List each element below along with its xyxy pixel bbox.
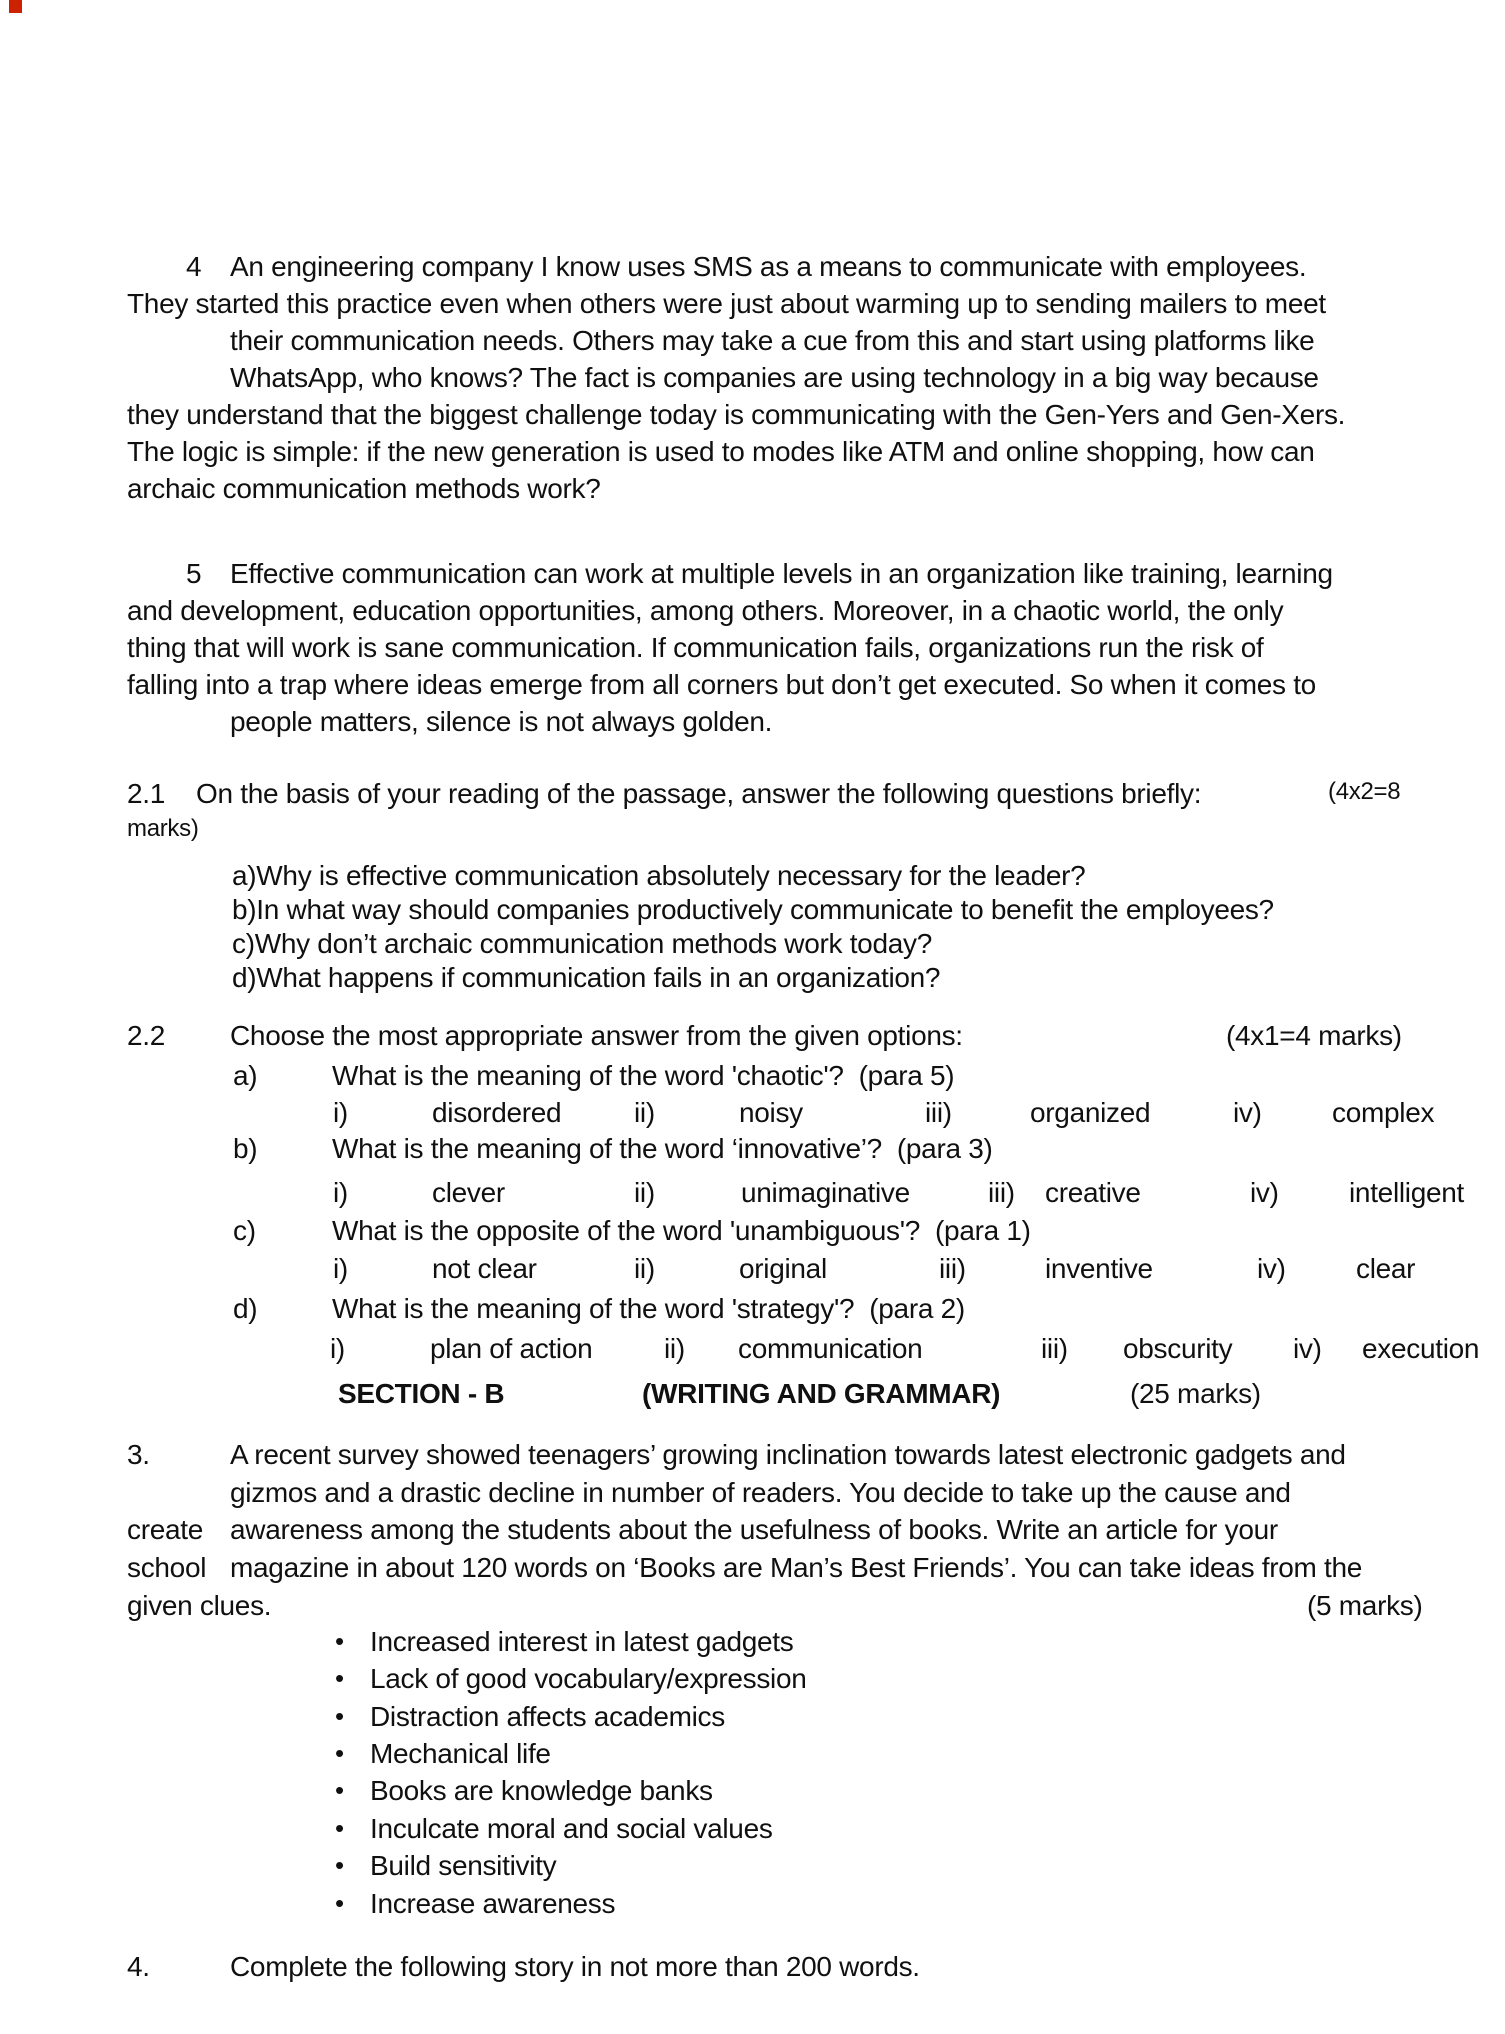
- q21-subquestion-text: d)What happens if communication fails in an organization?: [232, 962, 941, 993]
- option-text: execution: [1362, 1333, 1480, 1364]
- q3-text: A recent survey showed teenagers’ growing inclination towards latest electronic gadgets and: [230, 1439, 1346, 1470]
- q21-subquestion: [0, 894, 1505, 932]
- option-text: obscurity: [1123, 1333, 1233, 1364]
- option-numeral: iv): [1257, 1253, 1286, 1284]
- para5-text: Effective communication can work at multiple levels in an organization like training, learning: [230, 558, 1333, 589]
- option-text: unimaginative: [741, 1177, 910, 1208]
- q21-subquestion-text: a)Why is effective communication absolutely necessary for the leader?: [232, 860, 1086, 891]
- q3-line: [0, 1514, 1505, 1552]
- para4-line: [0, 473, 1505, 511]
- option-text: original: [739, 1253, 827, 1284]
- para4-text: An engineering company I know uses SMS as a means to communicate with employees.: [230, 251, 1307, 282]
- para5-text: people matters, silence is not always golden.: [230, 706, 773, 737]
- option-text: clever: [432, 1177, 505, 1208]
- q22-marks: (4x1=4 marks): [1226, 1020, 1402, 1051]
- para5-line: [0, 595, 1505, 633]
- q21-subquestion: [0, 860, 1505, 898]
- q3-marks: (5 marks): [1307, 1590, 1423, 1621]
- q22-item-label: a): [233, 1060, 258, 1091]
- option-numeral: i): [333, 1253, 348, 1284]
- bullet-icon: •: [335, 1775, 344, 1805]
- q3-line: [0, 1590, 1505, 1628]
- para4-text: They started this practice even when others were just about warming up to sending mailers to meet: [127, 288, 1326, 319]
- para4-text: they understand that the biggest challenge today is communicating with the Gen-Yers and Gen-Xers.: [127, 399, 1346, 430]
- option-numeral: ii): [634, 1177, 655, 1208]
- q22-item-question: [0, 1060, 1505, 1098]
- bullet-icon: •: [335, 1850, 344, 1880]
- q3-text: given clues.: [127, 1590, 272, 1621]
- q3-text: create: [127, 1514, 204, 1545]
- para5-line: [0, 632, 1505, 670]
- q22-item-text: What is the opposite of the word 'unambiguous'? (para 1): [332, 1215, 1031, 1246]
- q22-heading-row: [0, 1020, 1505, 1058]
- para5-line: [0, 558, 1505, 596]
- clue-item: [0, 1813, 1505, 1851]
- option-numeral: ii): [634, 1097, 655, 1128]
- clue-item: [0, 1738, 1505, 1776]
- q21-marks-wrap-row: [0, 815, 1505, 853]
- para5-line: [0, 669, 1505, 707]
- para5-line: [0, 706, 1505, 744]
- option-numeral: i): [333, 1177, 348, 1208]
- para5-text: falling into a trap where ideas emerge from all corners but don’t get executed. So when it comes to: [127, 669, 1316, 700]
- option-text: complex: [1332, 1097, 1435, 1128]
- clue-item: [0, 1701, 1505, 1739]
- q21-marks: (4x2=8: [1328, 778, 1401, 805]
- q4-text: Complete the following story in not more than 200 words.: [230, 1951, 920, 1982]
- option-text: disordered: [432, 1097, 562, 1128]
- para4-line: [0, 288, 1505, 326]
- para4-text: archaic communication methods work?: [127, 473, 601, 504]
- clue-text: Distraction affects academics: [370, 1701, 725, 1732]
- option-text: intelligent: [1349, 1177, 1465, 1208]
- option-text: plan of action: [430, 1333, 593, 1364]
- option-text: communication: [738, 1333, 923, 1364]
- clue-item: [0, 1888, 1505, 1926]
- clue-text: Mechanical life: [370, 1738, 551, 1769]
- q3-number: 3.: [127, 1439, 150, 1470]
- q3-line: [0, 1552, 1505, 1590]
- option-text: organized: [1030, 1097, 1151, 1128]
- option-numeral: iv): [1233, 1097, 1262, 1128]
- q21-number: 2.1: [127, 778, 166, 809]
- para5-text: thing that will work is sane communication. If communication fails, organizations run the risk of: [127, 632, 1264, 663]
- para4-number: 4: [186, 251, 202, 282]
- q22-item-text: What is the meaning of the word 'chaotic'? (para 5): [332, 1060, 955, 1091]
- para4-text: WhatsApp, who knows? The fact is companies are using technology in a big way because: [230, 362, 1319, 393]
- q22-item-label: d): [233, 1293, 258, 1324]
- bullet-icon: •: [335, 1738, 344, 1768]
- option-numeral: i): [333, 1097, 348, 1128]
- bullet-icon: •: [335, 1663, 344, 1693]
- option-numeral: iv): [1250, 1177, 1279, 1208]
- q3-text: school: [127, 1552, 207, 1583]
- option-text: not clear: [432, 1253, 537, 1284]
- q21-subquestion-text: b)In what way should companies productively communicate to benefit the employees?: [232, 894, 1274, 925]
- clue-item: [0, 1850, 1505, 1888]
- para5-text: and development, education opportunities, among others. Moreover, in a chaotic world, the only: [127, 595, 1284, 626]
- bullet-icon: •: [335, 1626, 344, 1656]
- clue-item: [0, 1775, 1505, 1813]
- clue-text: Lack of good vocabulary/expression: [370, 1663, 807, 1694]
- section-b-marks: (25 marks): [1130, 1378, 1261, 1409]
- q22-item-label: c): [233, 1215, 256, 1246]
- q3-line: [0, 1439, 1505, 1477]
- para4-line: [0, 251, 1505, 289]
- clue-text: Increase awareness: [370, 1888, 616, 1919]
- q22-options-row: [0, 1177, 1505, 1215]
- q22-options-row: [0, 1333, 1505, 1371]
- clue-item: [0, 1663, 1505, 1701]
- para4-text: The logic is simple: if the new generation is used to modes like ATM and online shopping, how can: [127, 436, 1315, 467]
- para4-line: [0, 399, 1505, 437]
- bullet-icon: •: [335, 1888, 344, 1918]
- scan-corner-mark: [9, 0, 22, 13]
- q22-item-question: [0, 1215, 1505, 1253]
- option-numeral: i): [330, 1333, 345, 1364]
- para4-line: [0, 362, 1505, 400]
- q22-item-text: What is the meaning of the word ‘innovative’? (para 3): [332, 1133, 993, 1164]
- q3-text: magazine in about 120 words on ‘Books are Man’s Best Friends’. You can take ideas from the: [230, 1552, 1363, 1583]
- q22-item-label: b): [233, 1133, 258, 1164]
- q22-options-row: [0, 1097, 1505, 1135]
- bullet-icon: •: [335, 1701, 344, 1731]
- option-text: noisy: [739, 1097, 803, 1128]
- q22-item-question: [0, 1133, 1505, 1171]
- option-numeral: ii): [634, 1253, 655, 1284]
- section-b-title: SECTION - B: [338, 1378, 505, 1409]
- q3-text: gizmos and a drastic decline in number of readers. You decide to take up the cause and: [230, 1477, 1291, 1508]
- option-text: inventive: [1045, 1253, 1153, 1284]
- q3-line: [0, 1477, 1505, 1515]
- option-text: clear: [1356, 1253, 1416, 1284]
- q22-options-row: [0, 1253, 1505, 1291]
- para5-number: 5: [186, 558, 202, 589]
- section-b-subtitle: (WRITING AND GRAMMAR): [642, 1378, 1001, 1409]
- option-numeral: iii): [925, 1097, 952, 1128]
- para4-line: [0, 325, 1505, 363]
- q22-number: 2.2: [127, 1020, 166, 1051]
- clue-item: [0, 1626, 1505, 1664]
- q22-item-question: [0, 1293, 1505, 1331]
- q22-item-text: What is the meaning of the word 'strategy'? (para 2): [332, 1293, 965, 1324]
- q22-heading: Choose the most appropriate answer from the given options:: [230, 1020, 963, 1051]
- option-numeral: iv): [1293, 1333, 1322, 1364]
- option-numeral: iii): [939, 1253, 966, 1284]
- option-numeral: iii): [1041, 1333, 1068, 1364]
- q21-subquestion: [0, 962, 1505, 1000]
- q21-subquestion-text: c)Why don’t archaic communication methods work today?: [232, 928, 932, 959]
- q21-subquestion: [0, 928, 1505, 966]
- option-numeral: iii): [988, 1177, 1015, 1208]
- clue-text: Books are knowledge banks: [370, 1775, 713, 1806]
- option-numeral: ii): [664, 1333, 685, 1364]
- q21-marks-wrap: marks): [127, 815, 199, 842]
- clue-text: Increased interest in latest gadgets: [370, 1626, 794, 1657]
- para4-line: [0, 436, 1505, 474]
- option-text: creative: [1045, 1177, 1141, 1208]
- bullet-icon: •: [335, 1813, 344, 1843]
- para4-text: their communication needs. Others may take a cue from this and start using platforms like: [230, 325, 1315, 356]
- clue-text: Build sensitivity: [370, 1850, 557, 1881]
- q21-heading: On the basis of your reading of the passage, answer the following questions briefly:: [196, 778, 1202, 809]
- q21-heading-row: [0, 778, 1505, 816]
- q4-number: 4.: [127, 1951, 150, 1982]
- clue-text: Inculcate moral and social values: [370, 1813, 773, 1844]
- section-b-heading: [0, 1378, 1505, 1416]
- q4-line: [0, 1951, 1505, 1989]
- q3-text: awareness among the students about the usefulness of books. Write an article for your: [230, 1514, 1278, 1545]
